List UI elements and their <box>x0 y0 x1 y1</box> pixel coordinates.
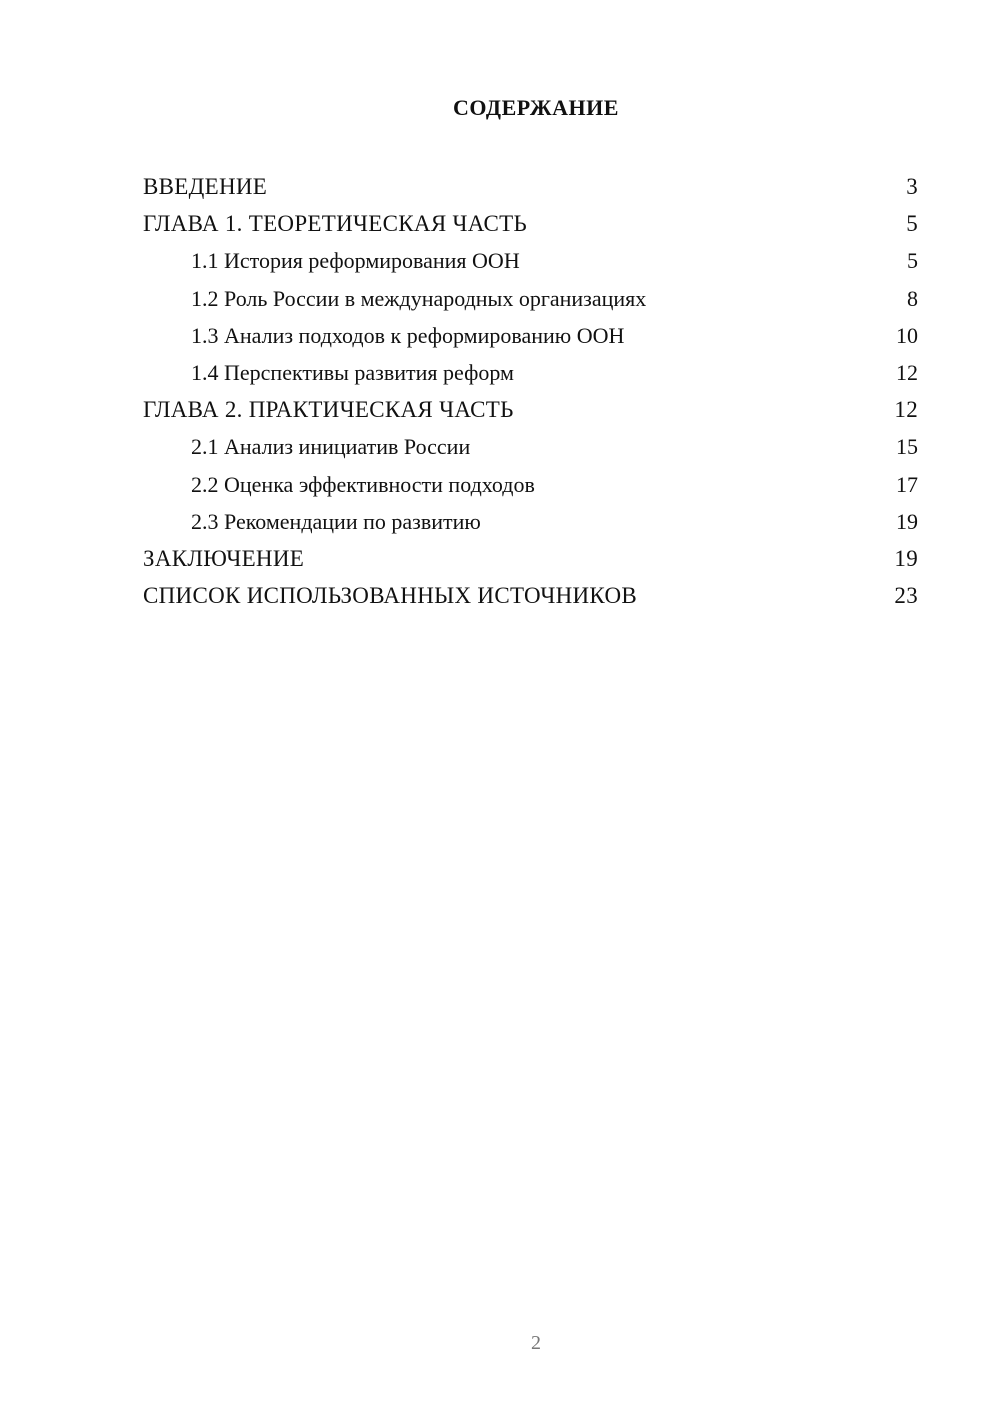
toc-entry-chapter-2 <box>143 391 918 428</box>
toc-entry-label: 2.1 Анализ инициатив России <box>191 434 471 460</box>
toc-entry-label: 1.2 Роль России в международных организациях <box>191 285 647 311</box>
toc-entry-page: 5 <box>907 248 918 274</box>
toc-entry-page: 5 <box>906 211 918 237</box>
toc-entry-page: 15 <box>896 434 918 460</box>
table-of-contents <box>143 168 918 614</box>
toc-entry-page: 17 <box>896 471 918 497</box>
toc-entry-page: 19 <box>896 508 918 534</box>
toc-entry-label: СПИСОК ИСПОЛЬЗОВАННЫХ ИСТОЧНИКОВ <box>143 583 638 609</box>
toc-entry-page: 12 <box>894 397 918 423</box>
toc-entry-references <box>143 577 918 614</box>
toc-entry-section-1-3 <box>143 317 918 354</box>
toc-entry-label: 1.4 Перспективы развития реформ <box>191 359 514 385</box>
toc-entry-section-2-3 <box>143 503 918 540</box>
toc-entry-label: 1.3 Анализ подходов к реформированию ООН <box>191 322 625 348</box>
toc-entry-label: ГЛАВА 1. ТЕОРЕТИЧЕСКАЯ ЧАСТЬ <box>143 211 528 237</box>
toc-entry-section-1-4 <box>143 354 918 391</box>
toc-entry-section-2-2 <box>143 466 918 503</box>
toc-entry-page: 10 <box>896 322 918 348</box>
toc-entry-page: 8 <box>907 285 918 311</box>
toc-entry-label: ВВЕДЕНИЕ <box>143 174 268 199</box>
toc-entry-page: 19 <box>894 545 918 571</box>
toc-entry-page: 23 <box>894 583 918 609</box>
toc-entry-label: ГЛАВА 2. ПРАКТИЧЕСКАЯ ЧАСТЬ <box>143 397 514 423</box>
toc-entry-section-2-1 <box>143 428 918 465</box>
toc-entry-label: 2.3 Рекомендации по развитию <box>191 508 481 534</box>
toc-entry-chapter-1 <box>143 205 918 242</box>
toc-title: СОДЕРЖАНИЕ <box>453 95 619 120</box>
toc-entry-section-1-1 <box>143 242 918 279</box>
toc-entry-label: ЗАКЛЮЧЕНИЕ <box>143 545 305 571</box>
page-number: 2 <box>531 1332 541 1354</box>
toc-entry-label: 1.1 История реформирования ООН <box>191 248 520 274</box>
toc-entry-page: 12 <box>896 359 918 385</box>
toc-entry-section-1-2 <box>143 280 918 317</box>
toc-entry-introduction <box>143 168 918 205</box>
toc-entry-conclusion <box>143 540 918 577</box>
toc-entry-label: 2.2 Оценка эффективности подходов <box>191 471 535 497</box>
toc-entry-page: 3 <box>906 174 918 199</box>
